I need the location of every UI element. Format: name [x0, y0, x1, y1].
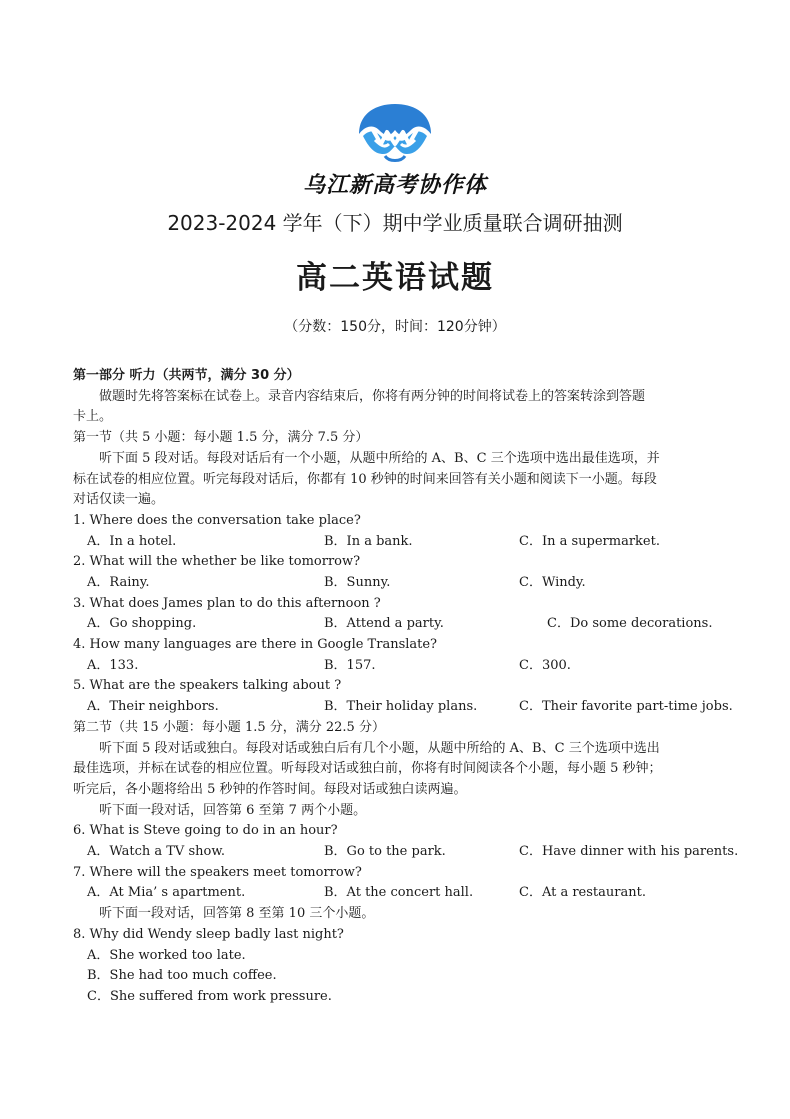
option-a: A．Rainy.	[87, 575, 150, 591]
option-a: A．At Mia’ s apartment.	[87, 885, 246, 901]
logo-text: 乌江新高考协作体	[302, 173, 487, 198]
question-stem: 1. Where does the conversation take place?	[73, 512, 361, 528]
dialog-intro: 听下面一段对话，回答第 6 至第 7 两个小题。	[99, 802, 367, 818]
option-c: C．300.	[519, 657, 571, 673]
section2-instruction: 听完后，各小题将给出 5 秒钟的作答时间。每段对话或独白读两遍。	[73, 781, 467, 797]
option-c: C．In a supermarket.	[519, 533, 660, 549]
option-a: A．In a hotel.	[87, 533, 177, 549]
option-b: B．In a bank.	[324, 533, 413, 549]
dialog-intro: 听下面一段对话，回答第 8 至第 10 三个小题。	[99, 906, 375, 922]
option-b: B．Sunny.	[324, 575, 391, 591]
option-c: C．Their favorite part-time jobs.	[519, 699, 733, 715]
option-b: B．At the concert hall.	[324, 885, 474, 901]
section1-instruction: 标在试卷的相应位置。听完每段对话后，你都有 10 秒钟的时间来回答有关小题和阅读下一小题。每段	[73, 471, 657, 487]
wave-emblem-icon	[355, 100, 435, 166]
question-options	[73, 842, 739, 863]
question-stem: 8. Why did Wendy sleep badly last night?	[73, 926, 344, 942]
option-b: B．Go to the park.	[324, 844, 446, 860]
option-a: A．Go shopping.	[87, 616, 197, 632]
question-stem: 7. Where will the speakers meet tomorrow?	[73, 864, 362, 880]
part1-heading: 第一部分 听力（共两节，满分 30 分）	[73, 368, 300, 383]
option-b: B．Attend a party.	[324, 616, 444, 632]
exam-time-info: （分数：150分，时间：120分钟）	[284, 319, 506, 335]
section2-instruction: 听下面 5 段对话或独白。每段对话或独白后有几个小题，从题中所给的 A、B、C 三个选项中选出	[99, 740, 660, 756]
option-a: A．She worked too late.	[87, 947, 246, 963]
exam-subtitle: 2023-2024 学年（下）期中学业质量联合调研抽测	[167, 211, 623, 235]
question-options	[73, 883, 723, 904]
question-stem: 2. What will the whether be like tomorrow?	[73, 554, 361, 570]
option-b: B．She had too much coffee.	[87, 968, 277, 984]
question-options	[73, 656, 723, 677]
option-b: B．Their holiday plans.	[324, 699, 478, 715]
option-c: C．She suffered from work pressure.	[87, 988, 332, 1004]
question-options	[73, 532, 723, 553]
section2-instruction: 最佳选项，并标在试卷的相应位置。听每段对话或独白前，你将有时间阅读各个小题，每小题 5 秒钟；	[73, 761, 662, 777]
option-a: A．133.	[87, 657, 139, 673]
option-a: A．Their neighbors.	[87, 699, 219, 715]
question-stem: 3. What does James plan to do this afternoon ?	[73, 595, 381, 611]
option-c: C．At a restaurant.	[519, 885, 646, 901]
section2-heading: 第二节（共 15 小题：每小题 1.5 分，满分 22.5 分）	[73, 719, 385, 735]
question-options	[73, 573, 723, 594]
option-b: B．157.	[324, 657, 376, 673]
logo	[0, 100, 790, 199]
option-c: C．Do some decorations.	[547, 616, 713, 632]
option-c: C．Windy.	[519, 575, 586, 591]
section1-instruction: 听下面 5 段对话。每段对话后有一个小题，从题中所给的 A、B、C 三个选项中选出最佳选项，并	[99, 450, 660, 466]
question-stem: 6. What is Steve going to do in an hour?	[73, 823, 338, 839]
section1-instruction: 对话仅读一遍。	[73, 492, 165, 508]
part1-instruction: 卡上。	[73, 409, 113, 425]
question-stem: 4. How many languages are there in Google Translate?	[73, 637, 438, 653]
option-a: A．Watch a TV show.	[87, 844, 226, 860]
part1-instruction: 做题时先将答案标在试卷上。录音内容结束后，你将有两分钟的时间将试卷上的答案转涂到答题	[99, 388, 646, 404]
question-stem: 5. What are the speakers talking about ?	[73, 678, 342, 694]
exam-title: 高二英语试题	[296, 260, 494, 296]
exam-content	[73, 366, 739, 1008]
option-c: C．Have dinner with his parents.	[519, 844, 739, 860]
section1-heading: 第一节（共 5 小题：每小题 1.5 分，满分 7.5 分）	[73, 430, 369, 446]
question-options	[73, 697, 733, 718]
question-options	[73, 614, 723, 635]
